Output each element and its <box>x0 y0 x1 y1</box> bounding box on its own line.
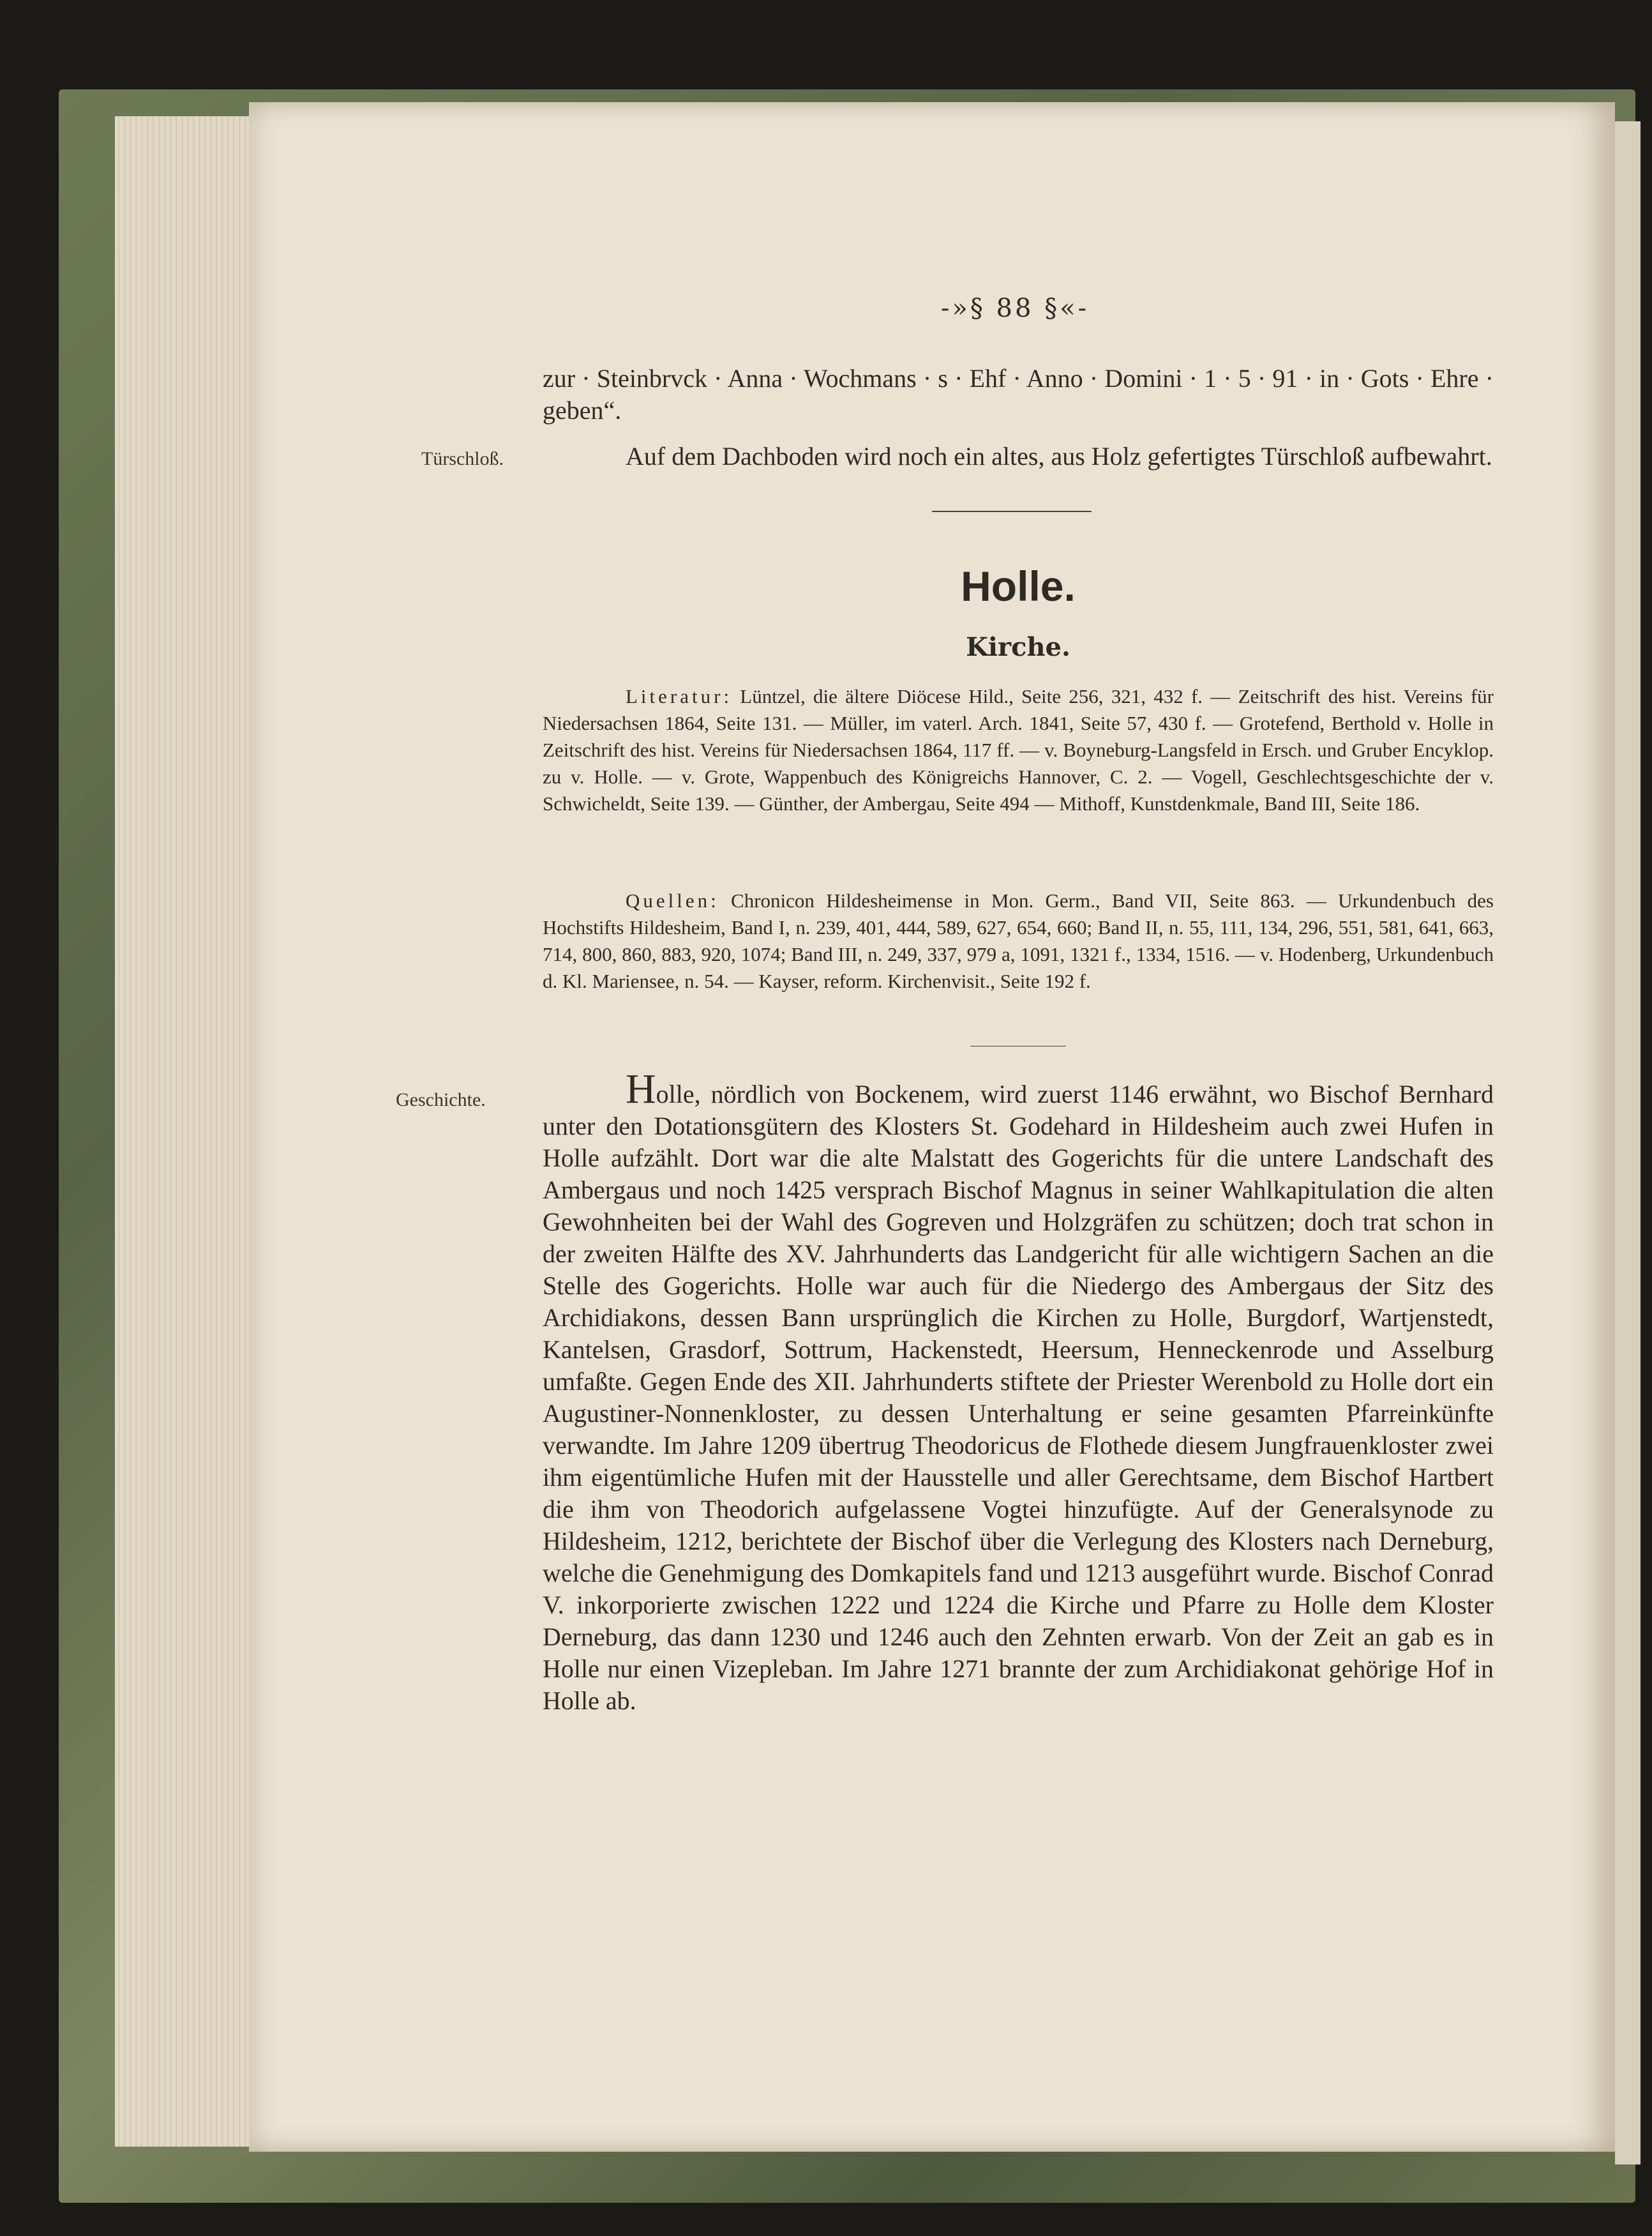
page-number-line <box>536 294 1494 323</box>
margin-label-tuerschloss: Türschloß. <box>421 448 504 469</box>
page-content <box>294 294 1494 1715</box>
history-initial: H <box>626 1066 656 1112</box>
section-subtitle: Kirche. <box>966 632 1070 662</box>
page-number-ornament-left: -»§ <box>940 294 986 323</box>
history-text: olle, nördlich von Bockenem, wird zuerst 1146 erwähnt, wo Bischof Bernhard unter den Dotationsgütern des Klosters St. Godehard in Hildesheim auch zwei Hufen in Holle aufzählt. Dort war die alte Malstatt des Gogerichts für die untere Landschaft des Ambergaus und noch 1425 versprach Bischof Magnus in seiner Wahlkapitulation die alten Gewohnheiten bei der Wahl des Gogreven und Holzgräfen zu schützen; doch trat schon in der zweiten Hälfte des XV. Jahrhunderts das Landgericht für alle wichtigern Sachen an die Stelle des Gogerichts. Holle war auch für die Niedergo des Ambergaus der Sitz des Archidiakons, dessen Bann ursprünglich die Kirchen zu Holle, Burgdorf, Wartjenstedt, Kantelsen, Grasdorf, Sottrum, Hackenstedt, Heersum, Henneckenrode und Asselburg umfaßte. Gegen Ende des XII. Jahrhunderts stiftete der Priester Werenbold zu Holle dort ein Augustiner-Nonnenkloster, zu dessen Unterhaltung er seine gesamten Pfarreinkünfte verwandte. Im Jahre 1209 übertrug Theodoricus de Flothede diesem Jungfrauenkloster zwei ihm eigentümliche Hufen mit der Hausstelle und aller Gerechtsame, dem Bischof Hartbert die ihm von Theodorich aufgelassene Vogtei hinzufügte. Auf der Generalsynode zu Hildesheim, 1212, berichtete der Bischof über die Verlegung des Klosters nach Derneburg, welche die Genehmigung des Domkapitels fand und 1213 ausgeführt wurde. Bischof Conrad V. inkorporierte zwischen 1222 und 1224 die Kirche und Pfarre zu Holle dem Kloster Derneburg, das dann 1230 und 1246 auch den Zehnten erwarb. Von der Zeit an gab es in Holle nur einen Vizepleban. Im Jahre 1271 brannte der zum Archidiakonat gehörige Hof in Holle ab. <box>543 1080 1494 1715</box>
section-title: Holle. <box>961 563 1076 610</box>
sources-block <box>543 888 1494 995</box>
history-paragraph <box>543 1066 1494 1717</box>
inscription-text: zur · Steinbrvck · Anna · Wochmans · s · Ehf · Anno · Domini · 1 · 5 · 91 · in · Gots · Ehre · geben“. <box>543 364 1494 425</box>
sources-label: Quellen: <box>626 889 719 912</box>
margin-label-geschichte: Geschichte. <box>396 1089 486 1110</box>
page-number: 88 <box>996 294 1034 323</box>
section-divider <box>932 511 1092 512</box>
tuerschloss-paragraph: Auf dem Dachboden wird noch ein altes, aus Holz gefertigtes Türschloß aufbewahrt. <box>626 442 1492 471</box>
sources-text: Chronicon Hildesheimense in Mon. Germ., Band VII, Seite 863. — Urkundenbuch des Hochstifts Hildesheim, Band I, n. 239, 401, 444, 589, 627, 654, 660; Band II, n. 55, 111, 134, 296, 551, 581, 641, 663, 714, 800, 860, 883, 920, 1074; Band III, n. 249, 337, 979 a, 1091, 1321 f., 1334, 1516. — v. Hodenberg, Urkundenbuch d. Kl. Mariensee, n. 54. — Kayser, reform. Kirchenvisit., Seite 192 f. <box>543 889 1494 992</box>
page-number-ornament-right: §«- <box>1044 294 1090 323</box>
next-page-edge <box>1615 121 1641 2164</box>
literature-text: Lüntzel, die ältere Diöcese Hild., Seite 256, 321, 432 f. — Zeitschrift des hist. Vereins für Niedersachsen 1864, Seite 131. — Müller, im vaterl. Arch. 1841, Seite 57, 430 f. — Grotefend, Berthold v. Holle in Zeitschrift des hist. Vereins für Niedersachsen 1864, 117 ff. — v. Boyneburg-Langsfeld in Ersch. und Gruber Encyklop. zu v. Holle. — v. Grote, Wappenbuch des Königreichs Hannover, C. 2. — Vogell, Geschlechtsgeschichte der v. Schwicheldt, Seite 139. — Günther, der Ambergau, Seite 494 — Mithoff, Kunstdenkmale, Band III, Seite 186. <box>543 685 1494 815</box>
literature-label: Literatur: <box>626 685 733 707</box>
literature-block <box>543 683 1494 817</box>
page-edges <box>115 116 255 2147</box>
